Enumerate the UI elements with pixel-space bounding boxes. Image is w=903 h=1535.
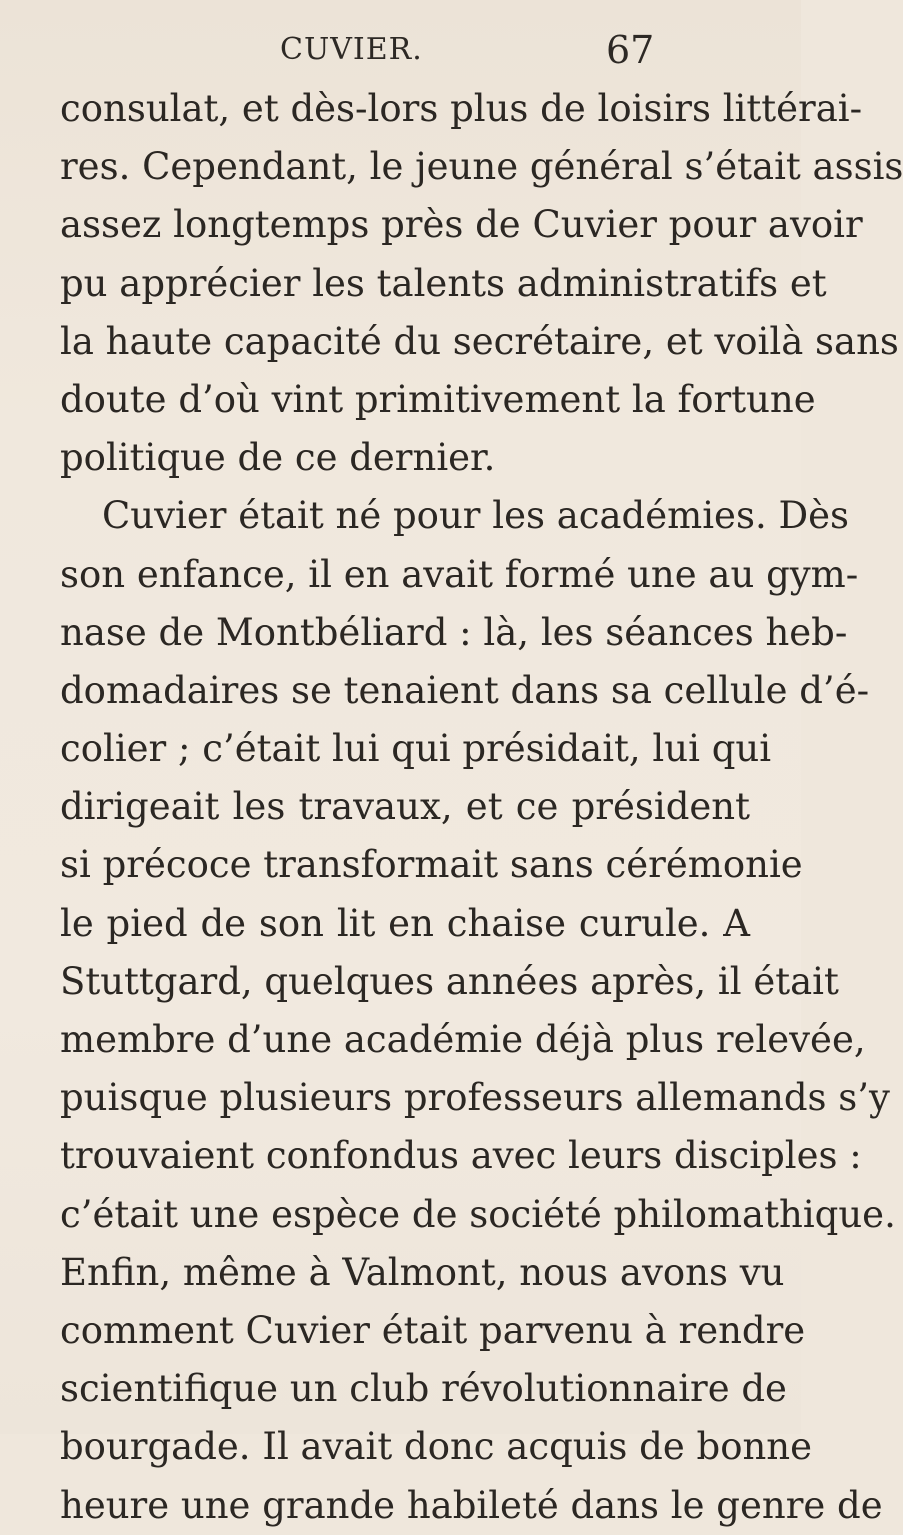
- text-line: consulat, et dès-lors plus de loisirs littérai-: [60, 87, 863, 130]
- text-line: scientifique un club révolutionnaire de: [60, 1367, 787, 1411]
- paragraph-end-line: politique de ce dernier.: [60, 436, 496, 480]
- text-line: la haute capacité du secrétaire, et voilà sans: [60, 319, 899, 363]
- text-line: assez longtemps près de Cuvier pour avoir: [60, 203, 863, 247]
- text-line: nase de Montbéliard : là, les séances heb-: [60, 610, 848, 654]
- page-number: 67: [606, 28, 655, 72]
- text-line: Enfin, même à Valmont, nous avons vu: [60, 1250, 785, 1294]
- text-line: Stuttgard, quelques années après, il était: [60, 959, 839, 1003]
- text-line: puisque plusieurs professeurs allemands s’y: [60, 1076, 890, 1120]
- text-line: dirigeait les travaux, et ce président: [60, 785, 750, 829]
- running-title: CUVIER.: [280, 32, 423, 67]
- text-line: membre d’une académie déjà plus relevée,: [60, 1018, 866, 1061]
- running-head: [0, 28, 801, 72]
- text-line: c’était une espèce de société philomathique.: [60, 1192, 896, 1236]
- text-line: heure une grande habileté dans le genre de: [60, 1483, 883, 1527]
- text-line: domadaires se tenaient dans sa cellule d’é-: [60, 668, 870, 712]
- text-line: res. Cependant, le jeune général s’était assis: [60, 145, 903, 189]
- text-line: le pied de son lit en chaise curule. A: [60, 901, 750, 945]
- text-line: si précoce transformait sans cérémonie: [60, 843, 803, 887]
- paragraph-start-line: Cuvier était né pour les académies. Dès: [102, 494, 850, 538]
- text-line: colier ; c’était lui qui présidait, lui qui: [60, 727, 772, 771]
- text-line: doute d’où vint primitivement la fortune: [60, 377, 816, 421]
- text-line: bourgade. Il avait donc acquis de bonne: [60, 1425, 813, 1469]
- text-line: son enfance, il en avait formé une au gym-: [60, 552, 859, 596]
- text-line: comment Cuvier était parvenu à rendre: [60, 1308, 806, 1352]
- text-line: trouvaient confondus avec leurs disciples :: [60, 1134, 862, 1178]
- body-text: [60, 80, 903, 1535]
- text-line: pu apprécier les talents administratifs et: [60, 261, 827, 305]
